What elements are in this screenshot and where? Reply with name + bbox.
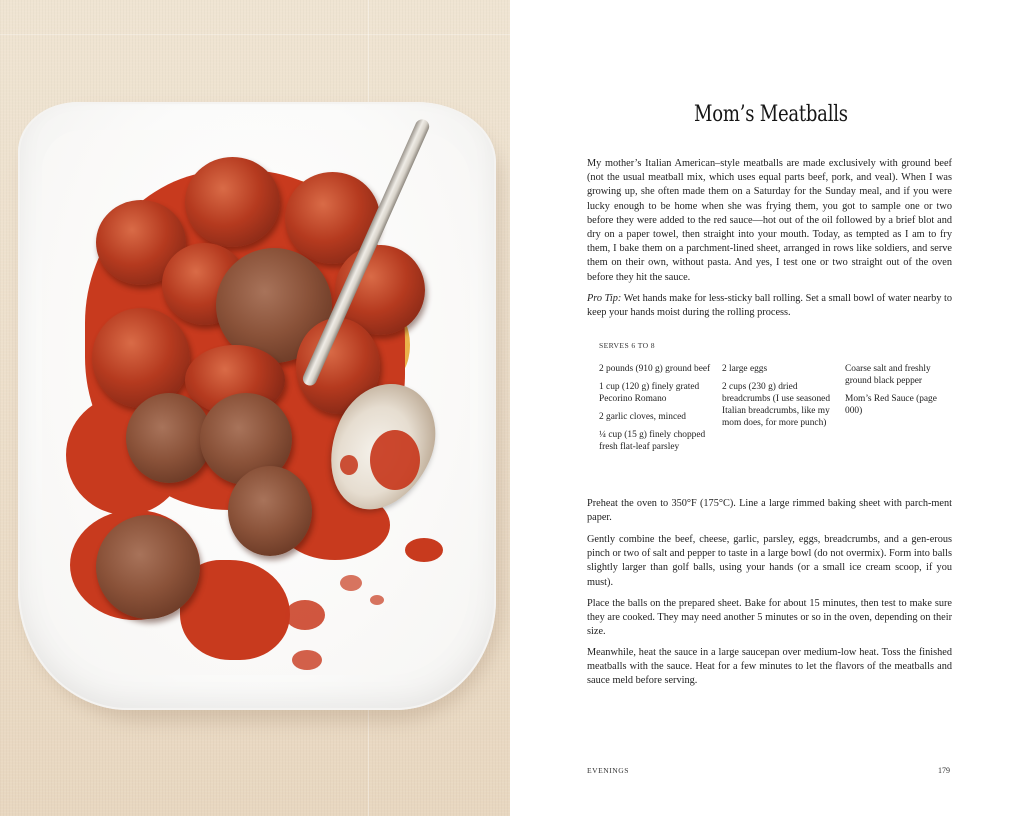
- pro-tip-paragraph: [587, 292, 952, 320]
- ingredient-item: ¼ cup (15 g) finely chopped fresh flat-leaf parsley: [599, 430, 706, 453]
- meatball: [185, 157, 280, 247]
- recipe-intro: [587, 157, 952, 285]
- step-text: Place the balls on the prepared sheet. Bake for about 15 minutes, then test to make sure they are cooked. They may need another 5 minutes or so in the oven, depending on their size.: [587, 598, 952, 638]
- sauce: [285, 600, 325, 630]
- ingredient-item: 2 large eggs: [722, 364, 768, 374]
- ingredient-item: Mom’s Red Sauce (page 000): [845, 394, 937, 417]
- meatball: [96, 515, 200, 619]
- pro-tip-label: Pro Tip:: [587, 293, 622, 304]
- intro-paragraph: My mother’s Italian American–style meatballs are made exclusively with ground beef (not the usual meatball mix, which uses equal parts beef, pork, and veal). When I was growing up, she often made them on a Saturday for the Sunday meal, and if you were lucky enough to be home when she was frying them, you got to sample one or two before they were added to the red sauce—hot out of the oil followed by a brief blot and dry on a paper towel, then straight into your mouth. Today, as tempted as I am to fry them, I bake them on a parchment-lined sheet, arranged in rows like soldiers, and serve them on their own, without pasta. And yes, I test one or two straight out of the oven before they hit the sauce.: [587, 158, 952, 283]
- step-text: Preheat the oven to 350°F (175°C). Line a large rimmed baking sheet with parch-ment paper.: [587, 498, 952, 524]
- ingredients-column-1: [599, 363, 722, 460]
- ingredients-column-2: [722, 363, 845, 460]
- step-text: Meanwhile, heat the sauce in a large saucepan over medium-low heat. Toss the finished meatballs with the sauce. Heat for a few minutes to let the flavors of the meatballs and sauce meld before serving.: [587, 647, 952, 687]
- serves-label: SERVES 6 TO 8: [599, 341, 656, 350]
- method-step: [587, 533, 952, 590]
- ingredient-item: 2 pounds (910 g) ground beef: [599, 364, 711, 374]
- method-step: [587, 497, 952, 525]
- running-footer-section: EVENINGS: [587, 766, 629, 775]
- method-step: [587, 646, 952, 689]
- meatball: [228, 466, 312, 556]
- ingredient-item: 2 cups (230 g) dried breadcrumbs (I use seasoned Italian breadcrumbs, like my mom does, for more punch): [722, 382, 831, 429]
- page-number: 179: [938, 766, 950, 775]
- sauce: [292, 650, 322, 670]
- sauce: [370, 595, 384, 605]
- sauce: [340, 575, 362, 591]
- ingredient-item: Coarse salt and freshly ground black pepper: [845, 364, 931, 387]
- method-step: [587, 597, 952, 640]
- recipe-title: Mom’s Meatballs: [694, 102, 848, 127]
- ingredients-column-3: [845, 363, 955, 460]
- tablecloth-fold: [0, 34, 510, 35]
- pro-tip-text: Wet hands make for less-sticky ball rolling. Set a small bowl of water nearby to keep your hands moist during the rolling process.: [587, 293, 953, 319]
- spoon-sauce: [370, 430, 420, 490]
- spoon-sauce: [340, 455, 358, 475]
- ingredient-item: 2 garlic cloves, minced: [599, 412, 686, 423]
- recipe-page: [510, 0, 1020, 816]
- pro-tip: [587, 292, 952, 320]
- ingredient-item: 1 cup (120 g) finely grated Pecorino Romano: [599, 382, 700, 405]
- sauce: [405, 538, 443, 562]
- ingredients-list: [599, 363, 959, 460]
- step-text: Gently combine the beef, cheese, garlic, parsley, eggs, breadcrumbs, and a gen-erous pinch or two of salt and pepper to taste in a large bowl (do not overmix). Form into balls slightly larger than golf balls, using your hands (or a small ice cream scoop, if you must).: [587, 534, 952, 588]
